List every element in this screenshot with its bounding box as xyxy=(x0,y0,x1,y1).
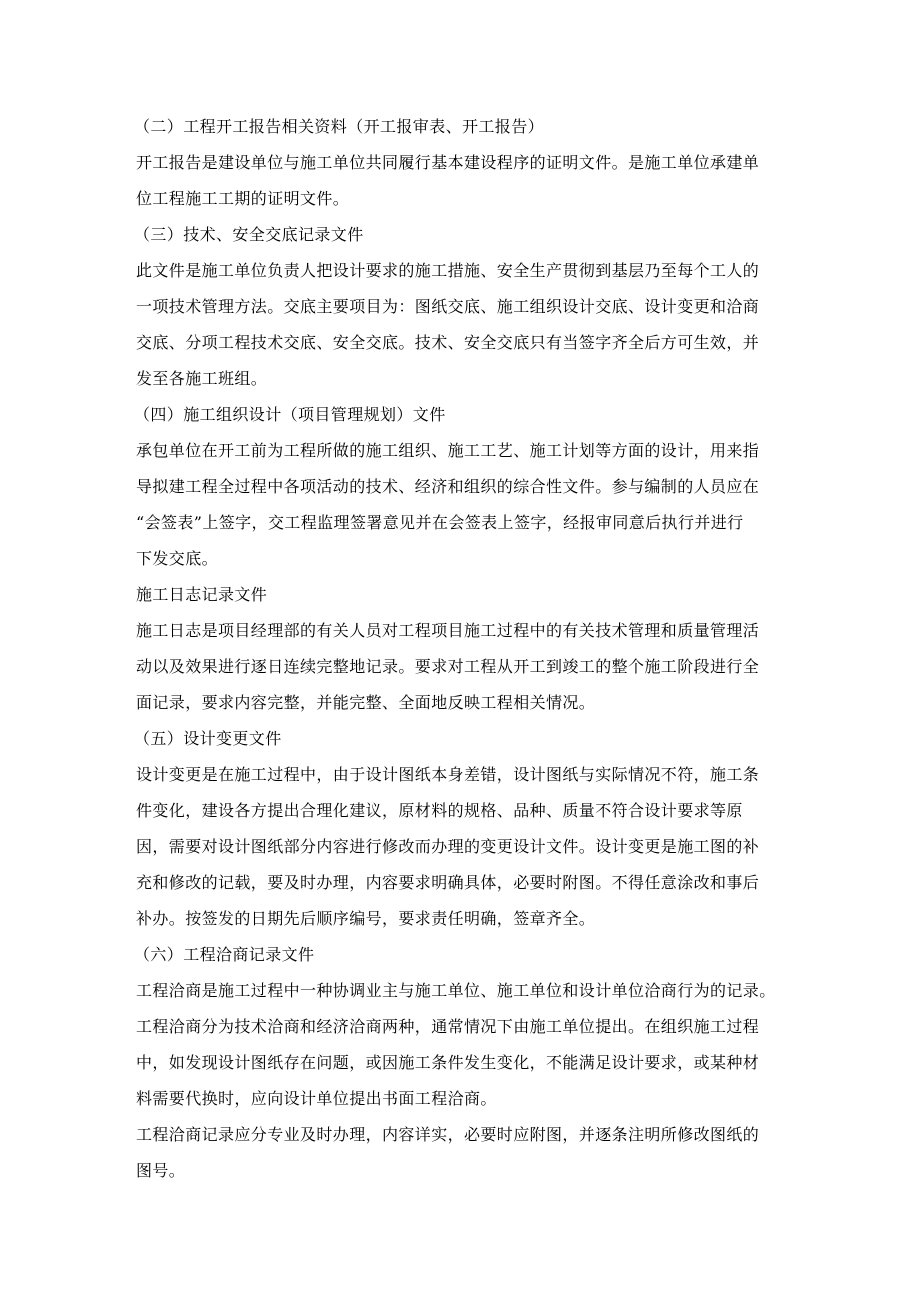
paragraph-line: 工程洽商是施工过程中一种协调业主与施工单位、施工单位和设计单位洽商行为的记录。 xyxy=(136,981,776,1000)
paragraph-line: 导拟建工程全过程中各项活动的技术、经济和组织的综合性文件。参与编制的人员应在 xyxy=(136,477,760,496)
paragraph-line: 料需要代换时，应向设计单位提出书面工程洽商。 xyxy=(136,1089,497,1108)
paragraph-line: 设计变更是在施工过程中，由于设计图纸本身差错，设计图纸与实际情况不符，施工条 xyxy=(136,765,760,784)
paragraph-line: 交底、分项工程技术交底、安全交底。技术、安全交底只有当签字齐全后方可生效，并 xyxy=(136,333,760,352)
paragraph-line: 中，如发现设计图纸存在问题，或因施工条件发生变化，不能满足设计要求，或某种材 xyxy=(136,1053,760,1072)
paragraph-line: 位工程施工工期的证明文件。 xyxy=(136,189,350,208)
section-heading-6: （六）工程洽商记录文件 xyxy=(134,945,315,964)
section-heading-4: （四）施工组织设计（项目管理规划）文件 xyxy=(134,405,446,424)
paragraph-line: 工程洽商分为技术洽商和经济洽商两种，通常情况下由施工单位提出。在组织施工过程 xyxy=(136,1017,760,1036)
section-heading-2: （二）工程开工报告相关资料（开工报审表、开工报告） xyxy=(134,117,545,136)
paragraph-line: 施工日志是项目经理部的有关人员对工程项目施工过程中的有关技术管理和质量管理活 xyxy=(136,621,760,640)
paragraph-line: 因，需要对设计图纸部分内容进行修改而办理的变更设计文件。设计变更是施工图的补 xyxy=(136,837,760,856)
paragraph-line: 图号。 xyxy=(136,1161,186,1180)
paragraph-line: 件变化，建设各方提出合理化建议，原材料的规格、品种、质量不符合设计要求等原 xyxy=(136,801,743,820)
paragraph-line: 工程洽商记录应分专业及时办理，内容详实，必要时应附图，并逐条注明所修改图纸的 xyxy=(136,1125,760,1144)
paragraph-line: 一项技术管理方法。交底主要项目为：图纸交底、施工组织设计交底、设计变更和洽商 xyxy=(136,297,760,316)
paragraph-line: 动以及效果进行逐日连续完整地记录。要求对工程从开工到竣工的整个施工阶段进行全 xyxy=(136,657,760,676)
paragraph-line: 下发交底。 xyxy=(136,549,219,568)
paragraph-line: 承包单位在开工前为工程所做的施工组织、施工工艺、施工计划等方面的设计，用来指 xyxy=(136,441,760,460)
paragraph-line: “会签表”上签字，交工程监理签署意见并在会签表上签字，经报审同意后执行并进行 xyxy=(136,513,744,532)
paragraph-line: 此文件是施工单位负责人把设计要求的施工措施、安全生产贯彻到基层乃至每个工人的 xyxy=(136,261,760,280)
section-heading-5: （五）设计变更文件 xyxy=(134,729,282,748)
paragraph-line: 面记录，要求内容完整，并能完整、全面地反映工程相关情况。 xyxy=(136,693,596,712)
section-heading-3: （三）技术、安全交底记录文件 xyxy=(134,225,364,244)
paragraph-line: 发至各施工班组。 xyxy=(136,369,268,388)
paragraph-line: 补办。按签发的日期先后顺序编号，要求责任明确，签章齐全。 xyxy=(136,909,596,928)
paragraph-line: 开工报告是建设单位与施工单位共同履行基本建设程序的证明文件。是施工单位承建单 xyxy=(136,153,760,172)
section-heading-construction-log: 施工日志记录文件 xyxy=(136,585,268,604)
paragraph-line: 充和修改的记载，要及时办理，内容要求明确具体，必要时附图。不得任意涂改和事后 xyxy=(136,873,760,892)
